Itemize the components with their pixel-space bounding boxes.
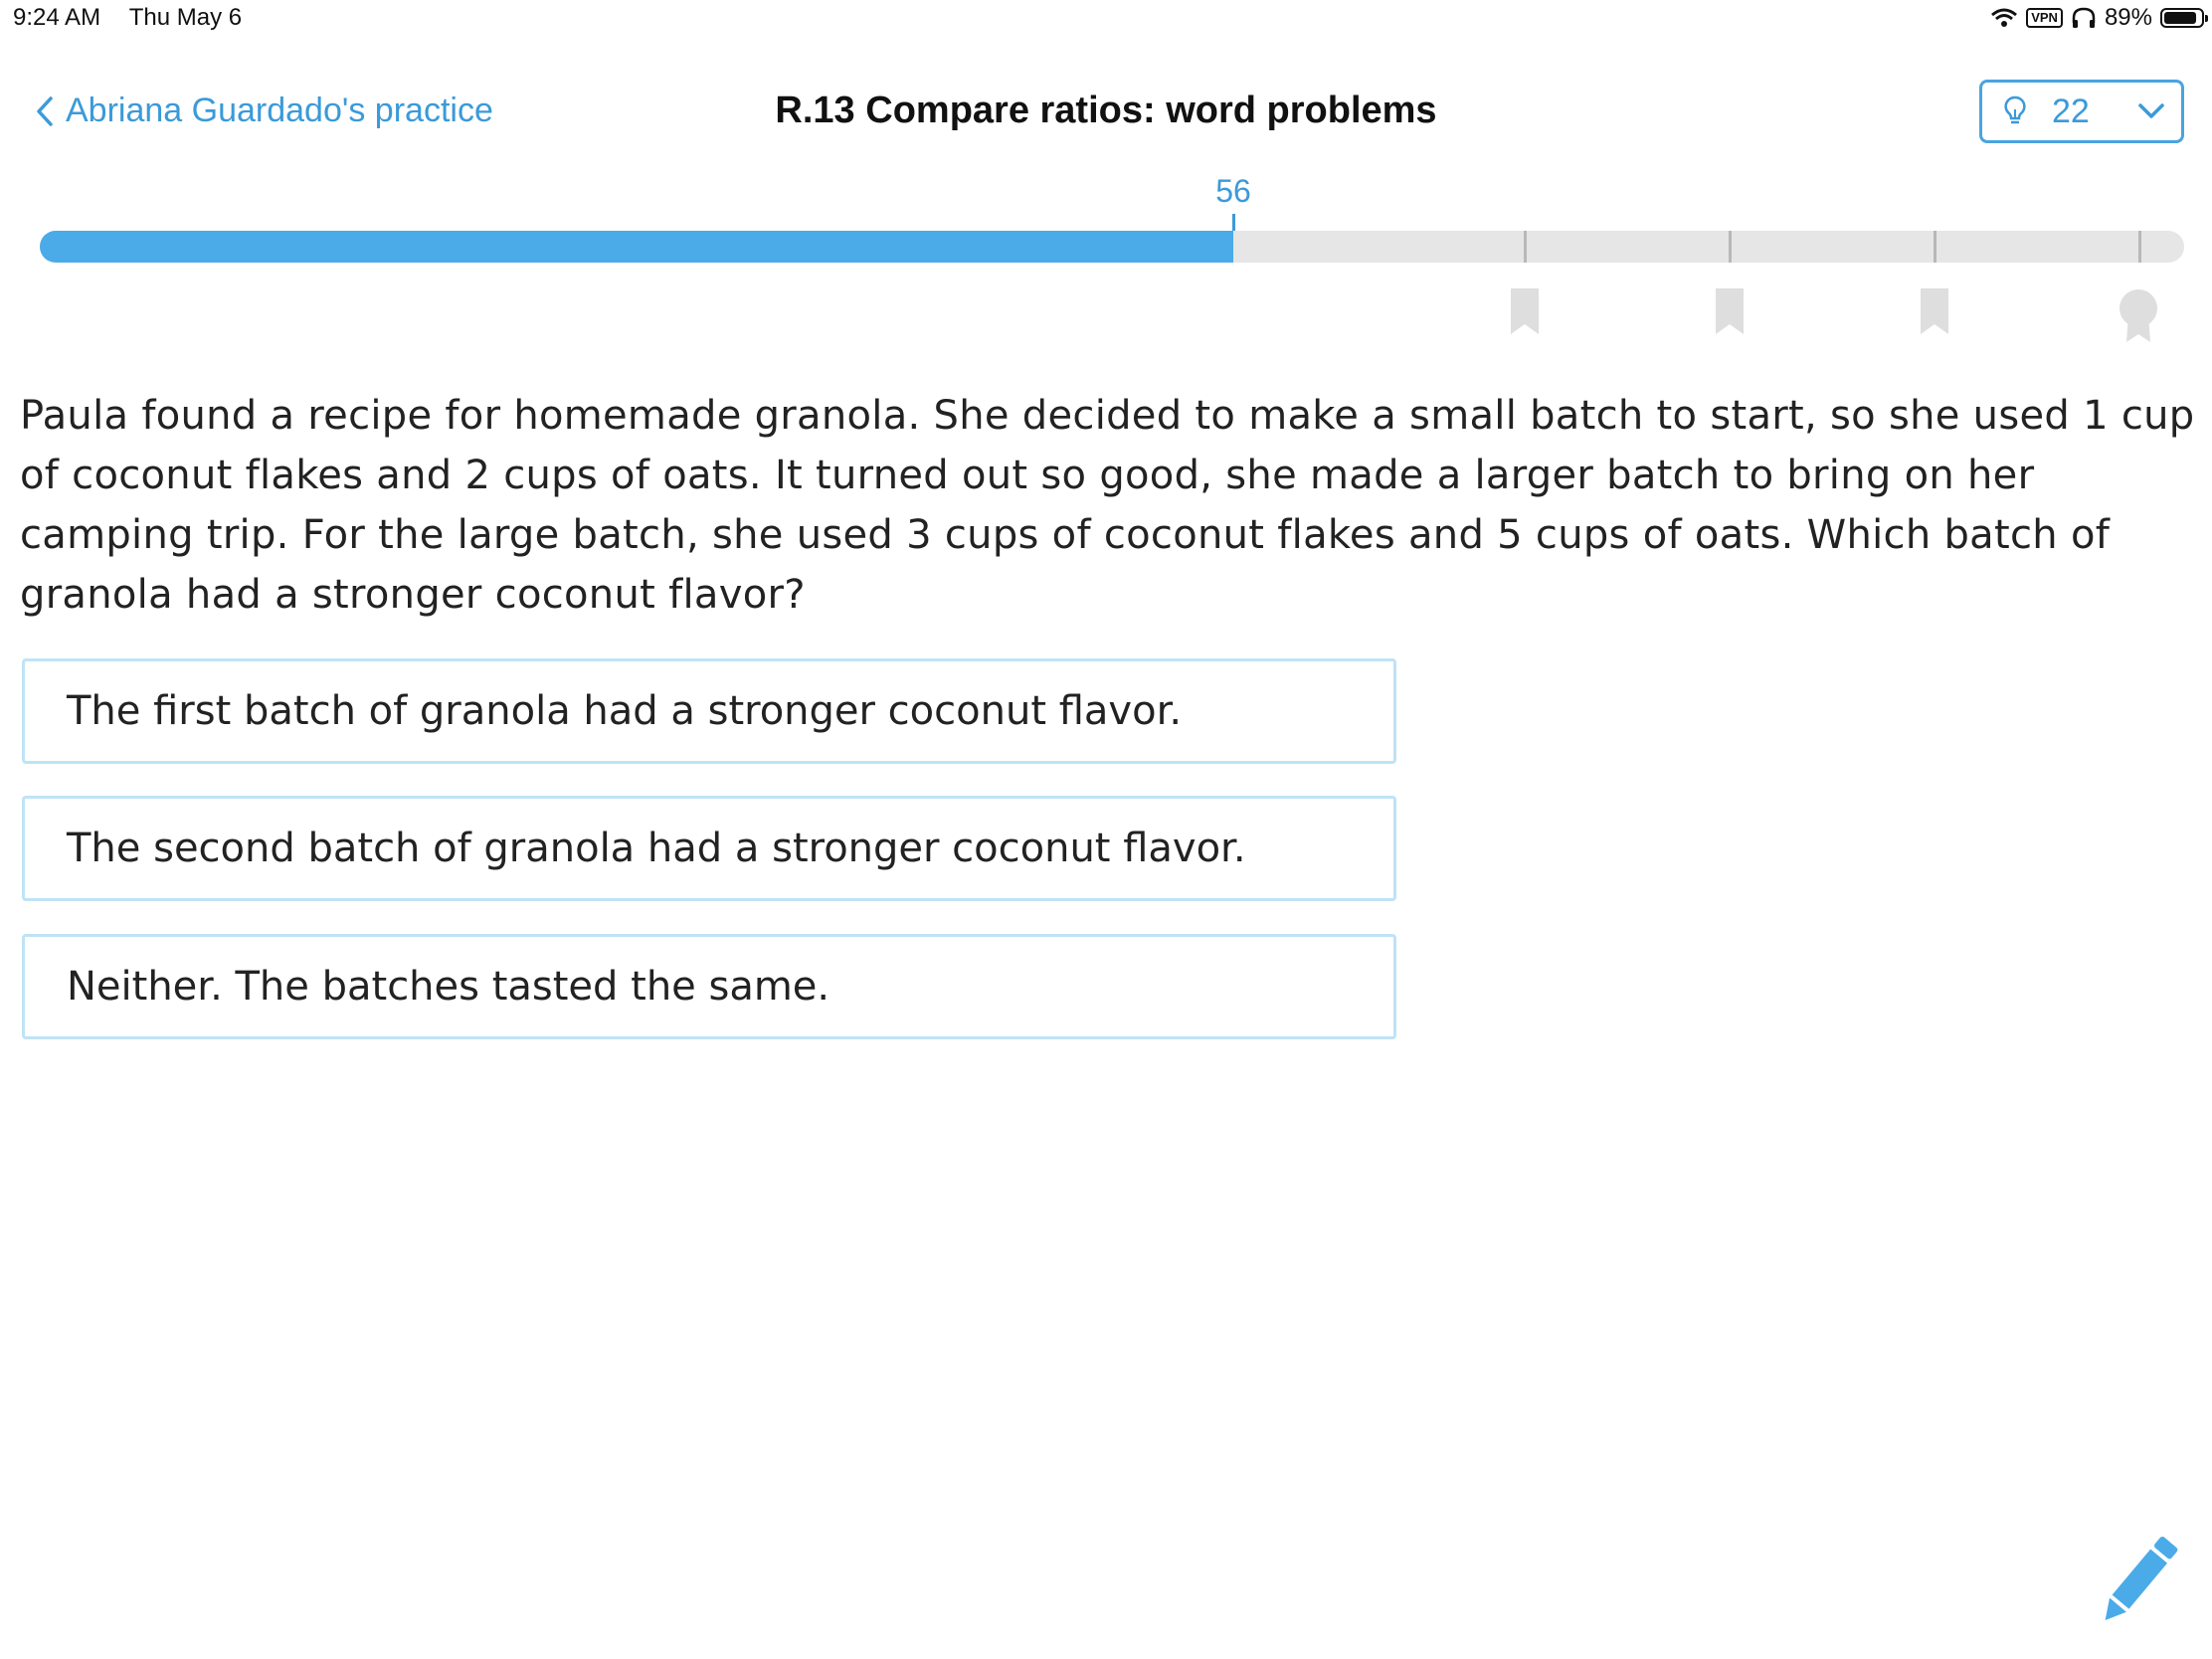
smartscore-progress-fill	[40, 231, 1233, 263]
hints-dropdown[interactable]	[1979, 80, 2184, 143]
lightbulb-icon	[2004, 95, 2026, 127]
status-bar-right	[1990, 4, 2204, 32]
award-ribbon-icon	[2117, 288, 2160, 344]
pencil-icon[interactable]	[2087, 1532, 2186, 1631]
progress-tick	[2138, 231, 2141, 263]
bookmark-icon	[1509, 288, 1541, 336]
page-title: R.13 Compare ratios: word problems	[775, 90, 1437, 131]
status-date: Thu May 6	[128, 4, 243, 31]
smartscore-pointer	[1232, 214, 1235, 232]
bookmark-icon	[1714, 288, 1746, 336]
answer-choice-3[interactable]: Neither. The batches tasted the same.	[22, 934, 1396, 1039]
answer-choice-2[interactable]: The second batch of granola had a stronger coconut flavor.	[22, 796, 1396, 901]
progress-tick	[1524, 231, 1527, 263]
hints-count: 22	[2052, 92, 2090, 130]
headphones-icon	[2071, 7, 2097, 29]
smartscore-value: 56	[1215, 173, 1251, 209]
vpn-badge: VPN	[2026, 8, 2063, 28]
smartscore-progress-bar	[40, 231, 2184, 263]
chevron-down-icon	[2137, 102, 2165, 120]
bookmark-icon	[1919, 288, 1950, 336]
battery-percent: 89%	[2104, 4, 2152, 31]
battery-icon	[2160, 8, 2204, 28]
status-bar-left	[13, 4, 242, 32]
progress-tick	[1729, 231, 1732, 263]
progress-tick	[1934, 231, 1936, 263]
wifi-icon	[1990, 7, 2018, 29]
back-label: Abriana Guardado's practice	[66, 92, 493, 129]
status-time: 9:24 AM	[13, 4, 101, 31]
question-text: Paula found a recipe for homemade granola. She decided to make a small batch to start, so she used 1 cup of coconut flakes and 2 cups of oats. It turned out so good, she made a larger batch to bring on her camping trip. For the large batch, she used 3 cups of coconut flakes and 5 cups of oats. Which batch of granola had a stronger coconut flavor?	[20, 393, 2195, 618]
battery-level	[2164, 12, 2196, 24]
answer-choice-1[interactable]: The first batch of granola had a stronger coconut flavor.	[22, 658, 1396, 764]
